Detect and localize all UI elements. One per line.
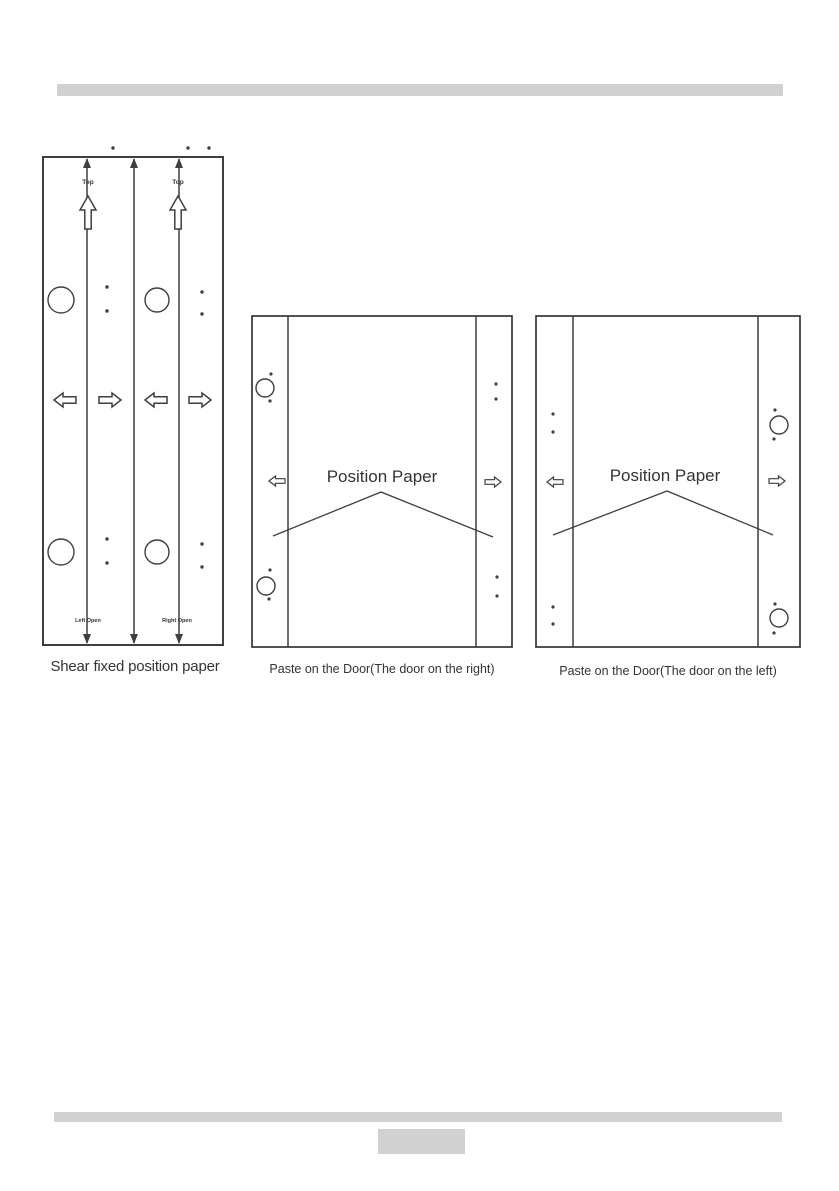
mark-dot [200,565,203,568]
figure-paste-door-left [535,315,801,648]
left-arrow-icon [269,476,285,486]
figure-caption: Paste on the Door(The door on the left) [559,664,777,678]
mark-dot [105,561,108,564]
mark-dot [551,605,554,608]
arrowhead-up-icon [175,158,183,168]
mark-dot [494,397,497,400]
mark-dot [267,597,270,600]
arrowhead-down-icon [130,634,138,644]
up-arrow-icon [170,196,186,229]
right-arrow-icon [99,393,121,407]
left-arrow-icon [54,393,76,407]
mark-dot [495,575,498,578]
left-arrow-icon [145,393,167,407]
mark-dot [773,602,776,605]
cut-lines [83,158,183,644]
hole-circle [256,379,274,397]
arrowhead-up-icon [83,158,91,168]
hole-circle [145,540,169,564]
hole-circle [145,288,169,312]
arrowhead-up-icon [130,158,138,168]
mark-dot [551,412,554,415]
right-open-label: Right Open [162,618,192,624]
mark-dot [551,430,554,433]
mark-dot [200,312,203,315]
alignment-dot [111,146,114,149]
page-number-box [378,1129,465,1154]
mark-dot [495,594,498,597]
mark-dot [268,399,271,402]
right-arrow-icon [189,393,211,407]
mark-dot [200,290,203,293]
mark-dot [551,622,554,625]
hole-circle [770,609,788,627]
mark-dot [105,285,108,288]
alignment-dot [207,146,210,149]
figure-caption: Paste on the Door(The door on the right) [269,662,495,676]
top-label: Top [82,179,94,186]
mark-dot [773,408,776,411]
mark-dot [105,537,108,540]
figure-paste-door-right [251,315,513,648]
mark-dot [772,437,775,440]
pointer-chevron [273,492,493,537]
left-open-label: Left Open [75,618,101,624]
top-label: Top [172,179,184,186]
hole-circle [257,577,275,595]
alignment-dot [186,146,189,149]
pointer-chevron [553,491,773,535]
figure-shear-fixed-position-paper [38,140,233,652]
position-paper-label: Position Paper [326,467,438,486]
mark-dot [200,542,203,545]
position-paper-label: Position Paper [609,466,721,485]
mark-dot [269,372,272,375]
up-arrow-icon [80,196,96,229]
mark-dot [772,631,775,634]
top-divider-bar [57,84,783,96]
hole-circle [48,287,74,313]
left-arrow-icon [547,477,563,487]
arrowhead-down-icon [83,634,91,644]
mark-dot [105,309,108,312]
arrowhead-down-icon [175,634,183,644]
right-arrow-icon [485,477,501,487]
mark-dot [494,382,497,385]
hole-circle [48,539,74,565]
figure-caption: Shear fixed position paper [50,658,220,675]
hole-circle [770,416,788,434]
mark-dot [268,568,271,571]
right-arrow-icon [769,476,785,486]
bottom-divider-bar [54,1112,782,1122]
